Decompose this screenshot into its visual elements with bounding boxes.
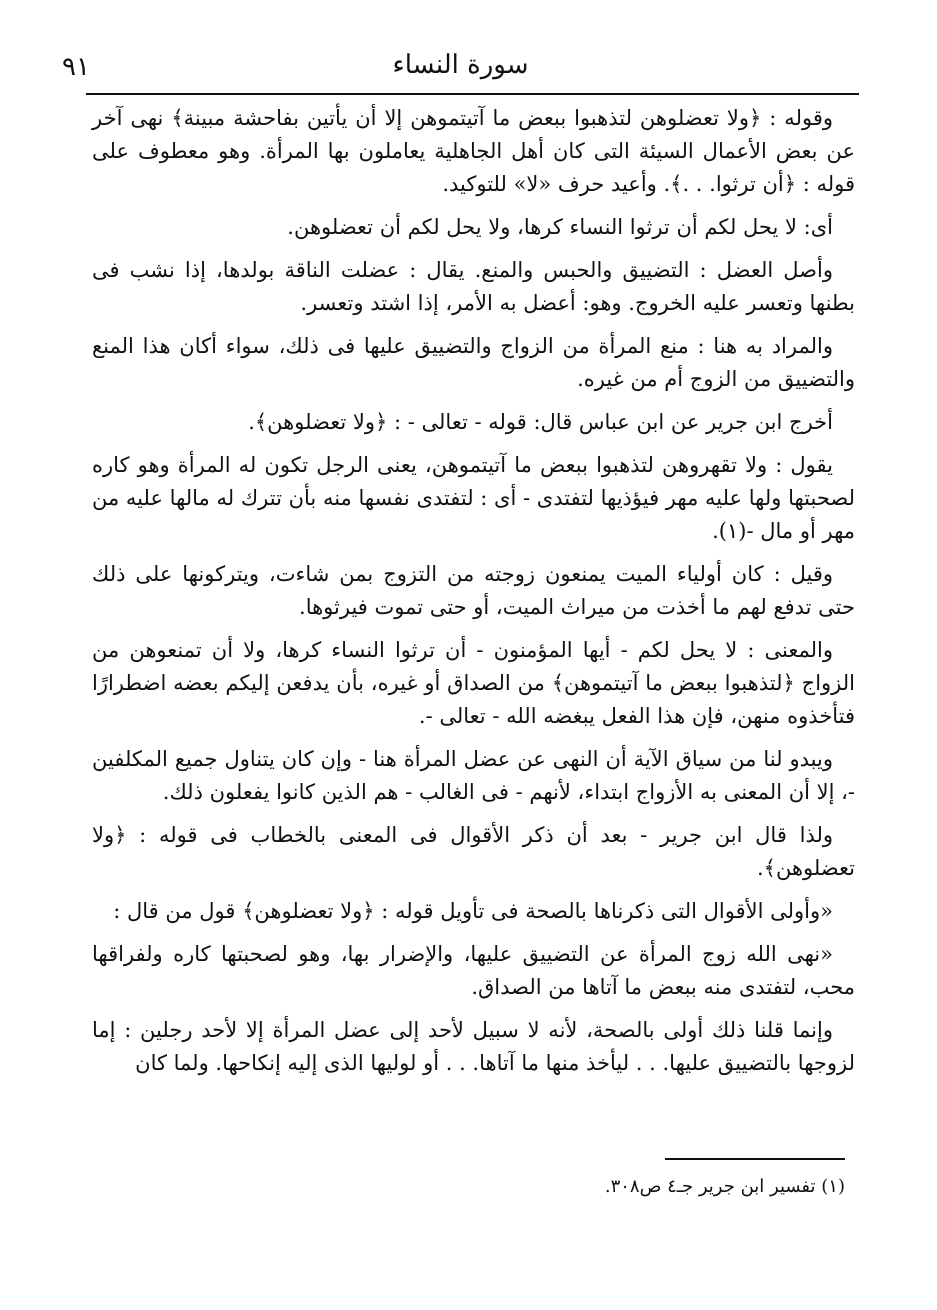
paragraph: وإنما قلنا ذلك أولى بالصحة، لأنه لا سبيل لأحد إلى عضل المرأة إلا لأحد رجلين : إما لزوجها بالتضييق عليها. . . ليأخذ منها ما آتاها. . . أو لوليها الذى إليه إنكاحها. ولما كان <box>92 1018 855 1075</box>
header-divider <box>86 93 859 95</box>
paragraph: «وأولى الأقوال التى ذكرناها بالصحة فى تأويل قوله : ﴿ولا تعضلوهن﴾ قول من قال : <box>113 899 833 923</box>
paragraph: والمعنى : لا يحل لكم - أيها المؤمنون - أن ترثوا النساء كرها، ولا أن تمنعوهن من الزواج ﴿لتذهبوا ببعض ما آتيتموهن﴾ من الصداق أو غيره، بأن يدفعن إليكم بعضه اضطرارًا فتأخذوه منهن، فإن هذا الفعل يبغضه الله - تعالى -. <box>92 638 855 728</box>
paragraph: والمراد به هنا : منع المرأة من الزواج والتضييق عليها فى ذلك، سواء أكان هذا المنع والتضييق من الزوج أم من غيره. <box>92 334 855 391</box>
paragraph: أى: لا يحل لكم أن ترثوا النساء كرها، ولا يحل لكم أن تعضلوهن. <box>287 215 833 239</box>
paragraph: أخرج ابن جرير عن ابن عباس قال: قوله - تعالى - : ﴿ولا تعضلوهن﴾. <box>248 410 833 434</box>
page-header <box>62 48 859 88</box>
paragraph: «نهى الله زوج المرأة عن التضييق عليها، والإضرار بها، وهو لصحبتها كاره ولفراقها محب، لتفتدى منه ببعض ما آتاها من الصداق. <box>92 942 855 999</box>
page-number: ٩١ <box>62 52 90 82</box>
paragraph: ولذا قال ابن جرير - بعد أن ذكر الأقوال فى المعنى بالخطاب فى قوله : ﴿ولا تعضلوهن﴾. <box>92 823 855 880</box>
paragraph: يقول : ولا تقهروهن لتذهبوا ببعض ما آتيتموهن، يعنى الرجل تكون له المرأة وهو كاره لصحبتها ولها عليه مهر فيؤذيها لتفتدى - أى : لتفتدى نفسها منه بأن تترك له مالها عليه من مهر أو مال -(١). <box>92 453 855 543</box>
footnote: (١) تفسير ابن جرير جـ٤ ص٣٠٨. <box>604 1176 845 1197</box>
paragraph: وقوله : ﴿ولا تعضلوهن لتذهبوا ببعض ما آتيتموهن إلا أن يأتين بفاحشة مبينة﴾ نهى آخر عن بعض الأعمال السيئة التى كان أهل الجاهلية يعاملون بها المرأة. وهو معطوف على قوله : ﴿أن ترثوا. . .﴾. وأعيد حرف «لا» للتوكيد. <box>92 106 855 196</box>
main-text <box>92 102 855 1090</box>
paragraph: ويبدو لنا من سياق الآية أن النهى عن عضل المرأة هنا - وإن كان يتناول جميع المكلفين -، إلا أن المعنى به الأزواج ابتداء، لأنهم - فى الغالب - هم الذين كانوا يفعلون ذلك. <box>92 747 855 804</box>
paragraph: وقيل : كان أولياء الميت يمنعون زوجته من التزوج بمن شاءت، ويتركونها على ذلك حتى تدفع لهم ما أخذت من ميراث الميت، أو حتى تموت فيرثوها. <box>92 562 855 619</box>
footnote-divider <box>665 1158 845 1160</box>
surah-title: سورة النساء <box>392 50 529 80</box>
paragraph: وأصل العضل : التضييق والحبس والمنع. يقال : عضلت الناقة بولدها، إذا نشب فى بطنها وتعسر عليه الخروج. وهو: أعضل به الأمر، إذا اشتد وتعسر. <box>92 258 855 315</box>
